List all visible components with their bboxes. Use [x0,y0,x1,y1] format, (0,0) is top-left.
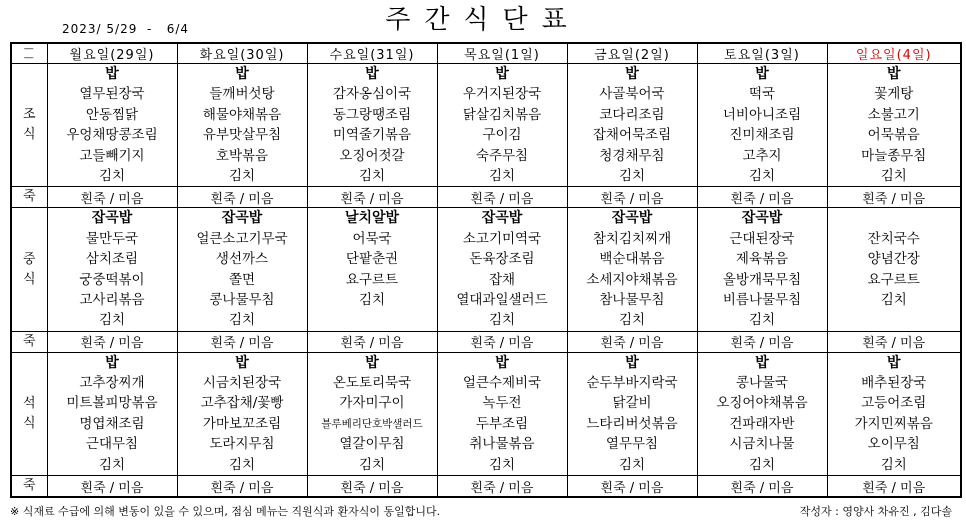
juk-cell: 흰죽 / 미음 [47,187,177,208]
rice-item: 밥 [886,354,901,371]
dish-item: 비름나물무침 [722,291,802,308]
dish-item: 김치 [98,456,126,473]
dish-item: 오징어젓갈 [339,147,405,164]
juk-cell: 흰죽 / 미음 [437,476,567,498]
juk-cell: 흰죽 / 미음 [437,187,567,208]
dish-item: 온도토리묵국 [332,375,412,392]
dish-item: 양념간장 [867,251,920,268]
rice-item: 밥 [755,354,769,371]
juk-label: 죽 [11,331,47,352]
rice-item [828,208,961,228]
dish-item: 소세지야채볶음 [586,271,678,288]
dish-item: 소불고기 [867,106,920,123]
dish-item: 청경채무침 [599,147,665,164]
corner-line-icon: ― [24,43,35,54]
dish-item: 떡국 [748,86,776,103]
dish-item: 코다리조림 [599,106,665,123]
dish-item: 김치 [358,291,386,308]
corner-line-icon: ― [24,52,35,63]
rice-item: 밥 [886,66,901,82]
dish-item: 김치 [228,456,256,473]
dish-item: 건파래자반 [729,415,795,432]
dish-item: 마늘종무침 [861,147,927,164]
rice-item: 날치알밥 [344,210,400,227]
juk-cell: 흰죽 / 미음 [177,331,307,352]
juk-cell: 흰죽 / 미음 [827,331,961,352]
dish-item: 요구르트 [345,271,399,288]
dish-item: 배추된장국 [861,375,927,392]
rice-item: 밥 [495,354,509,371]
lunch-menu-cell [437,208,567,331]
lunch-label: 중 식 [11,208,47,331]
dish-item: 닭살김치볶음 [462,106,542,123]
dish-item: 김치 [748,167,776,184]
dinner-menu-cell [827,352,961,475]
dish-item: 고들빼기지 [79,147,145,164]
dinner-label: 석 식 [11,352,47,475]
rice-item: 밥 [365,354,379,371]
dish-item: 삼치조림 [85,251,139,268]
dish-item: 사골북어국 [599,86,665,103]
juk-cell: 흰죽 / 미음 [697,187,827,208]
dish-item: 단팥춘권 [345,251,399,268]
dish-item: 김치 [358,456,386,473]
dish-item: 고등어조림 [861,395,927,412]
dish-item: 열무된장국 [79,86,145,103]
dish-item: 잡채어묵조림 [592,127,672,144]
rice-item: 밥 [365,66,379,82]
breakfast-menu-cell [177,64,307,187]
dish-item: 얼큰소고기무국 [196,230,288,247]
juk-row [11,331,961,352]
dish-item: 순두부바지락국 [586,375,678,392]
lunch-menu-cell [307,208,437,331]
dish-item: 어묵볶음 [867,127,920,144]
dish-item: 미트볼피망볶음 [66,395,158,412]
dish-item: 꽃게탕 [874,86,914,103]
dish-item: 콩나물무침 [209,291,275,308]
dish-item: 김치 [488,312,516,329]
dish-item: 김치 [748,312,776,329]
dish-item: 고추장찌개 [79,375,145,392]
juk-cell: 흰죽 / 미음 [567,331,697,352]
dish-item: 김치 [228,312,256,329]
juk-cell: 흰죽 / 미음 [827,187,961,208]
day-header: 토요일(3일) [697,43,827,64]
dish-item: 콩나물국 [735,375,789,392]
day-header: 수요일(31일) [307,43,437,64]
dish-item: 김치 [618,312,646,329]
dinner-row [11,352,961,475]
dish-item: 고추잡채/꽃빵 [200,395,284,412]
dish-item: 제육볶음 [735,251,789,268]
breakfast-menu-cell [697,64,827,187]
dinner-menu-cell [307,352,437,475]
juk-cell: 흰죽 / 미음 [307,331,437,352]
juk-row [11,476,961,498]
dish-item: 김치 [488,456,516,473]
dish-item: 열대과일샐러드 [456,291,548,308]
rice-item: 밥 [235,66,249,82]
dish-item: 너비아니조림 [722,106,802,123]
rice-item: 밥 [625,354,639,371]
juk-cell: 흰죽 / 미음 [697,476,827,498]
lunch-menu-cell [827,208,961,331]
dish-item: 감자옹심이국 [332,86,412,103]
juk-cell: 흰죽 / 미음 [47,476,177,498]
dish-item: 시금치된장국 [202,375,282,392]
dish-item: 녹두전 [482,395,522,412]
dish-item: 김치 [618,167,646,184]
dish-item: 취나물볶음 [469,436,535,453]
rice-item: 밥 [105,66,119,82]
dish-item: 가지민찌볶음 [854,415,933,432]
dish-item: 유부맛살무침 [202,127,282,144]
juk-cell: 흰죽 / 미음 [697,331,827,352]
breakfast-label: 조 식 [11,64,47,187]
juk-cell: 흰죽 / 미음 [567,476,697,498]
lunch-menu-cell [177,208,307,331]
rice-item: 잡곡밥 [221,210,263,227]
dish-item: 오이무침 [867,436,920,453]
dish-item: 김치 [618,456,646,473]
breakfast-menu-cell [567,64,697,187]
breakfast-menu-cell [437,64,567,187]
breakfast-row [11,64,961,187]
page-title: 주간식단표 [385,5,581,35]
dish-item: 백순대볶음 [599,251,665,268]
dish-item: 고사리볶음 [79,291,145,308]
day-header: 화요일(30일) [177,43,307,64]
dinner-menu-cell [697,352,827,475]
dinner-menu-cell [177,352,307,475]
juk-cell: 흰죽 / 미음 [307,187,437,208]
dish-item: 열갈이무침 [339,436,405,453]
juk-label: 죽 [11,476,47,498]
rice-item: 잡곡밥 [611,210,653,227]
dish-item: 열무무침 [605,436,659,453]
dish-item: 닭갈비 [612,395,652,412]
breakfast-menu-cell [307,64,437,187]
juk-cell: 흰죽 / 미음 [567,187,697,208]
dish-item: 김치 [488,167,516,184]
juk-row [11,187,961,208]
dish-item: 안동찜닭 [85,106,139,123]
dish-item: 김치 [98,167,126,184]
dish-item: 김치 [880,291,907,308]
menu-table [10,42,962,498]
rice-item: 잡곡밥 [91,210,133,227]
dish-item [828,310,961,330]
dish-item: 김치 [228,167,256,184]
day-header: 금요일(2일) [567,43,697,64]
dish-item: 들깨버섯탕 [209,86,275,103]
dish-item: 참나물무침 [599,291,665,308]
dish-item: 우거지된장국 [462,86,542,103]
dish-item: 호박볶음 [215,147,269,164]
dinner-menu-cell [437,352,567,475]
dish-item: 김치 [748,456,776,473]
dish-item: 김치 [98,312,126,329]
dish-item: 돈육장조림 [469,251,535,268]
dish-item: 두부조림 [475,415,529,432]
dish-item: 어묵국 [352,230,392,247]
day-header: 월요일(29일) [47,43,177,64]
day-header-sunday: 일요일(4일) [827,43,961,64]
breakfast-menu-cell [47,64,177,187]
dish-item: 쫄면 [228,271,256,288]
dish-item: 잔치국수 [867,230,920,247]
juk-cell: 흰죽 / 미음 [177,476,307,498]
dish-item: 블루베리단호박샐러드 [321,417,423,430]
juk-cell: 흰죽 / 미음 [827,476,961,498]
dinner-menu-cell [567,352,697,475]
rice-item: 밥 [235,354,249,371]
dish-item: 근대무침 [85,436,139,453]
dish-item: 물만두국 [85,230,139,247]
lunch-menu-cell [567,208,697,331]
footer-note: ※ 식재료 수급에 의해 변동이 있을 수 있으며, 점심 메뉴는 직원식과 환자식이 동일합니다. [10,505,441,518]
dish-item: 진미채조림 [729,127,795,144]
date-range: 2023/ 5/29 - 6/4 [62,22,190,36]
dish-item: 우엉채땅콩조림 [66,127,158,144]
dinner-menu-cell [47,352,177,475]
rice-item: 잡곡밥 [741,210,783,227]
lunch-menu-cell [47,208,177,331]
day-header-row [11,43,961,64]
dish-item: 올방개묵무침 [722,271,802,288]
day-header: 목요일(1일) [437,43,567,64]
juk-cell: 흰죽 / 미음 [307,476,437,498]
rice-item: 밥 [105,354,119,371]
dish-item: 참치김치찌개 [592,230,672,247]
dish-item: 시금치나물 [729,436,795,453]
dish-item: 도라지무침 [209,436,275,453]
dish-item: 가자미구이 [339,395,405,412]
dish-item: 명엽채조림 [79,415,145,432]
dish-item: 요구르트 [867,271,920,288]
rice-item: 밥 [755,66,769,82]
dish-item: 동그랑땡조림 [332,106,412,123]
corner-cell [11,43,47,64]
dish-item: 얼큰수제비국 [462,375,542,392]
juk-cell: 흰죽 / 미음 [47,331,177,352]
dish-item: 소고기미역국 [462,230,542,247]
rice-item: 밥 [495,66,509,82]
footer-signature: 작성자 : 영양사 차유진 , 김다솔 [799,505,952,518]
dish-item: 고추지 [742,147,782,164]
dish-item: 근대된장국 [729,230,795,247]
dish-item: 오징어야채볶음 [716,395,808,412]
dish-item: 숙주무침 [475,147,529,164]
dish-item: 잡채 [488,271,516,288]
dish-item: 김치 [880,167,907,184]
dish-item [308,310,437,330]
rice-item: 밥 [625,66,639,82]
juk-cell: 흰죽 / 미음 [177,187,307,208]
dish-item: 김치 [880,456,907,473]
lunch-menu-cell [697,208,827,331]
rice-item: 잡곡밥 [481,210,523,227]
dish-item: 해물야채볶음 [202,106,282,123]
juk-cell: 흰죽 / 미음 [437,331,567,352]
dish-item: 구이김 [482,127,522,144]
breakfast-menu-cell [827,64,961,187]
juk-label: 죽 [11,187,47,208]
dish-item: 느타리버섯볶음 [586,415,678,432]
dish-item: 김치 [358,167,386,184]
dish-item: 가마보꼬조림 [202,415,282,432]
dish-item: 미역줄기볶음 [332,127,412,144]
dish-item: 궁중떡볶이 [79,271,145,288]
dish-item: 생선까스 [215,251,269,268]
lunch-row [11,208,961,331]
